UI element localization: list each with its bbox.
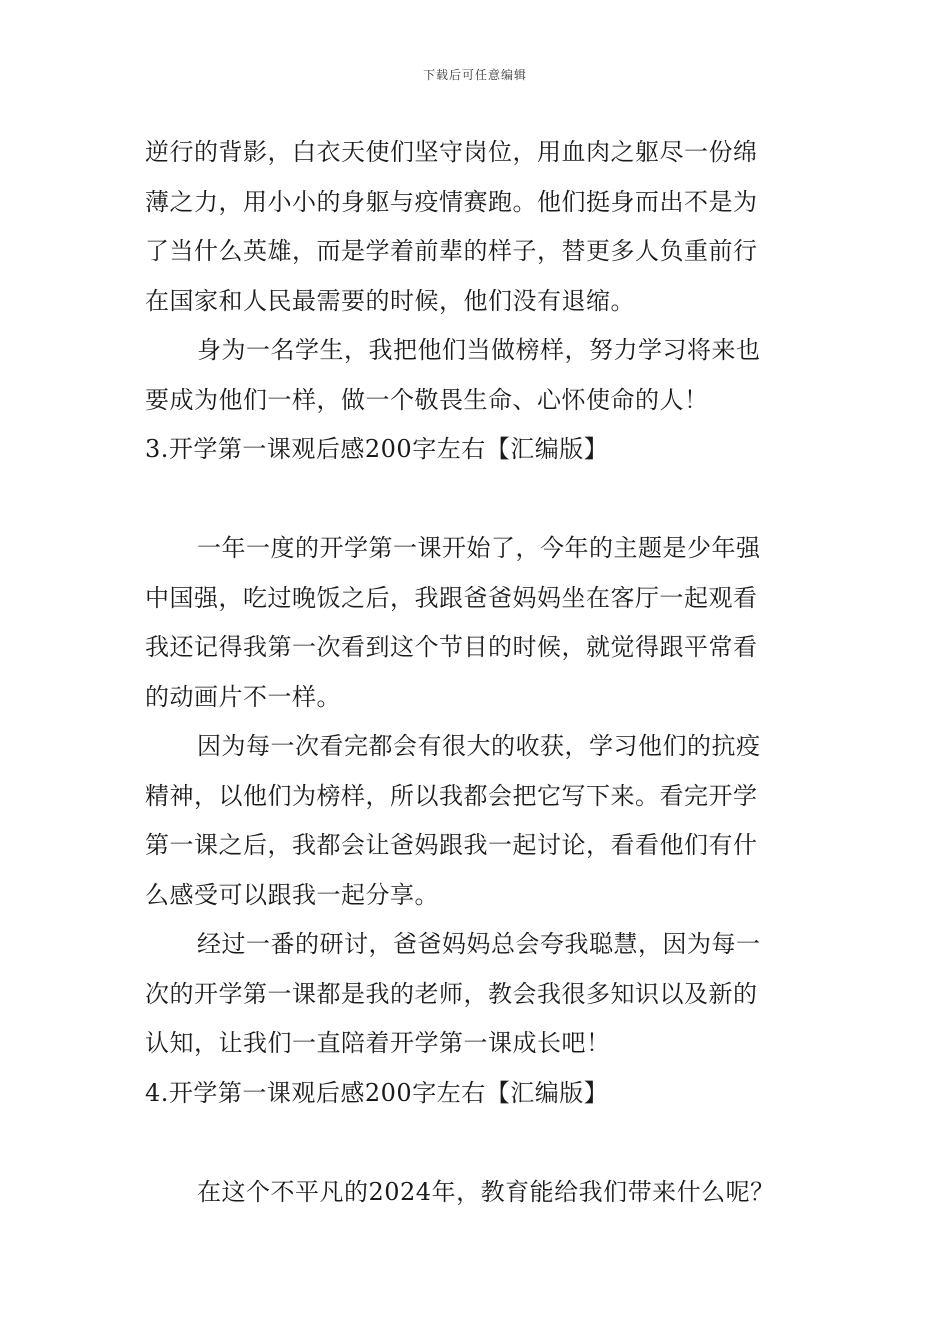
text-line: 次的开学第一课都是我的老师，教会我很多知识以及新的	[145, 979, 758, 1008]
section-heading-3: 3.开学第一课观后感200字左右【汇编版】	[145, 435, 609, 463]
text-line: 的动画片不一样。	[145, 682, 341, 711]
text-line: 因为每一次看完都会有很大的收获，学习他们的抗疫	[197, 732, 761, 760]
blank-line	[145, 475, 809, 525]
text-line: 中国强，吃过晚饭之后，我跟爸爸妈妈坐在客厅一起观看	[145, 583, 758, 612]
text-line: 逆行的背影，白衣天使们坚守岗位，用血肉之躯尽一份绵	[145, 138, 758, 166]
text-line: 我还记得我第一次看到这个节目的时候，就觉得跟平常看	[145, 633, 758, 661]
section-heading-4: 4.开学第一课观后感200字左右【汇编版】	[145, 1078, 609, 1107]
text-line: 了当什么英雄，而是学着前辈的样子，替更多人负重前行	[145, 237, 758, 265]
text-line: 要成为他们一样，做一个敬畏生命、心怀使命的人！	[145, 385, 709, 414]
document-body	[145, 128, 809, 1217]
text-line: 在国家和人民最需要的时候，他们没有退缩。	[145, 286, 635, 315]
text-line: 一年一度的开学第一课开始了，今年的主题是少年强	[197, 534, 761, 562]
text-line: 在这个不平凡的2024年，教育能给我们带来什么呢？	[197, 1177, 775, 1206]
text-line: 身为一名学生，我把他们当做榜样，努力学习将来也	[197, 336, 761, 364]
text-line: 经过一番的研讨，爸爸妈妈总会夸我聪慧，因为每一	[197, 930, 761, 958]
text-line: 么感受可以跟我一起分享。	[145, 880, 439, 909]
text-line: 精神，以他们为榜样，所以我都会把它写下来。看完开学	[145, 781, 758, 810]
text-line: 第一课之后，我都会让爸妈跟我一起讨论，看看他们有什	[145, 831, 758, 859]
blank-line	[145, 1118, 809, 1168]
text-line: 认知，让我们一直陪着开学第一课成长吧！	[145, 1029, 611, 1057]
page-header: 下载后可任意编辑	[422, 68, 527, 82]
text-line: 薄之力，用小小的身躯与疫情赛跑。他们挺身而出不是为	[145, 187, 758, 216]
